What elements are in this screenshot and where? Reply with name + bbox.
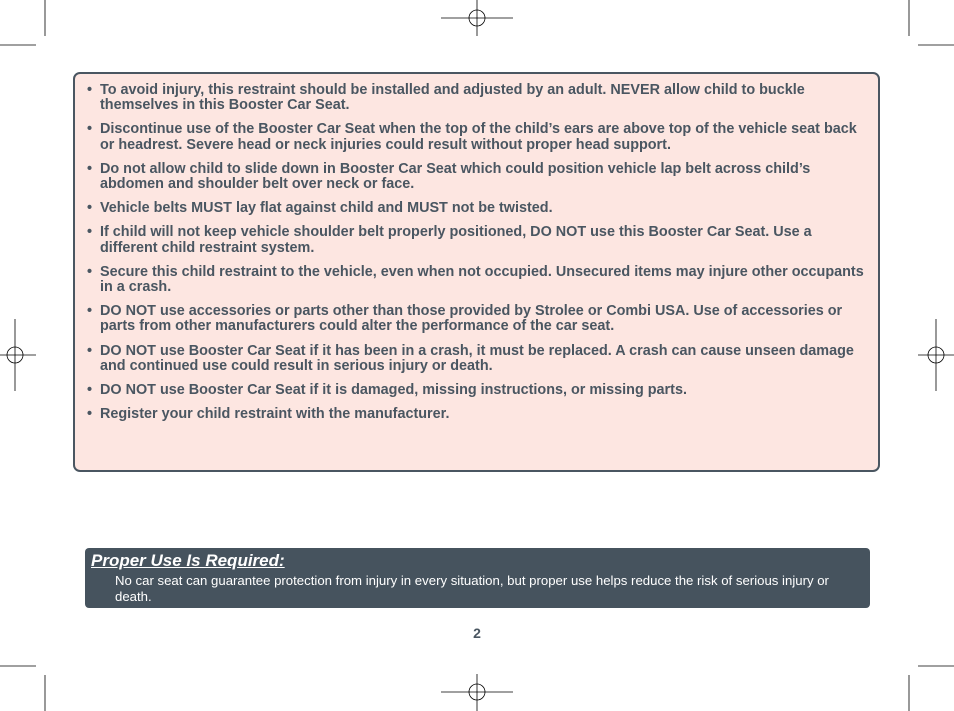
warning-item <box>85 304 868 334</box>
warning-text: Secure this child restraint to the vehicle, even when not occupied. Unsecured items may injure other occupants in a crash. <box>100 263 864 296</box>
warning-item <box>85 83 868 113</box>
warning-box <box>73 72 880 472</box>
page-number: 2 <box>473 625 481 641</box>
warning-text: DO NOT use Booster Car Seat if it is damaged, missing instructions, or missing parts. <box>100 382 687 399</box>
warning-text: Discontinue use of the Booster Car Seat when the top of the child’s ears are above top of the vehicle seat back or headrest. Severe head or neck injuries could result without proper head support. <box>100 121 857 153</box>
warning-item <box>85 407 868 422</box>
bullet: • <box>87 406 93 423</box>
warning-text: DO NOT use Booster Car Seat if it has been in a crash, it must be replaced. A crash can cause unseen damage and continued use could result in serious injury or death. <box>100 342 854 374</box>
warning-text: Register your child restraint with the manufacturer. <box>100 406 450 423</box>
warning-text: To avoid injury, this restraint should be installed and adjusted by an adult. NEVER allow child to buckle themselves in this Booster Car Seat. <box>100 82 805 114</box>
warning-text: Vehicle belts MUST lay flat against child and MUST not be twisted. <box>100 200 553 217</box>
bullet: • <box>87 342 93 359</box>
warning-item <box>85 162 868 192</box>
notice-title: Proper Use Is Required: <box>91 551 285 570</box>
warning-item <box>85 201 868 216</box>
bullet: • <box>87 224 93 241</box>
registration-target-bottom <box>441 674 513 711</box>
registration-target-top <box>441 0 513 36</box>
warning-item <box>85 383 868 398</box>
proper-use-notice <box>85 548 870 608</box>
warning-item <box>85 344 868 374</box>
warning-item <box>85 122 868 152</box>
bullet: • <box>87 303 93 320</box>
warning-text: Do not allow child to slide down in Booster Car Seat which could position vehicle lap belt across child’s abdomen and shoulder belt over neck or face. <box>100 160 811 193</box>
notice-text: No car seat can guarantee protection from injury in every situation, but proper use helps reduce the risk of serious injury or death. <box>115 573 829 604</box>
bullet: • <box>87 82 93 98</box>
bullet: • <box>87 160 93 177</box>
bullet: • <box>87 263 93 280</box>
registration-target-right <box>918 319 954 391</box>
bullet: • <box>87 382 93 399</box>
warning-item <box>85 225 868 255</box>
warning-list <box>85 83 868 422</box>
warning-text: If child will not keep vehicle shoulder belt properly positioned, DO NOT use this Booster Car Seat. Use a different child restraint system. <box>100 224 812 256</box>
bullet: • <box>87 200 93 217</box>
warning-item <box>85 265 868 295</box>
bullet: • <box>87 121 93 138</box>
registration-target-left <box>0 319 36 391</box>
warning-text: DO NOT use accessories or parts other than those provided by Strolee or Combi USA. Use of accessories or parts from other manufacturers could alter the performance of the car seat. <box>100 303 843 335</box>
